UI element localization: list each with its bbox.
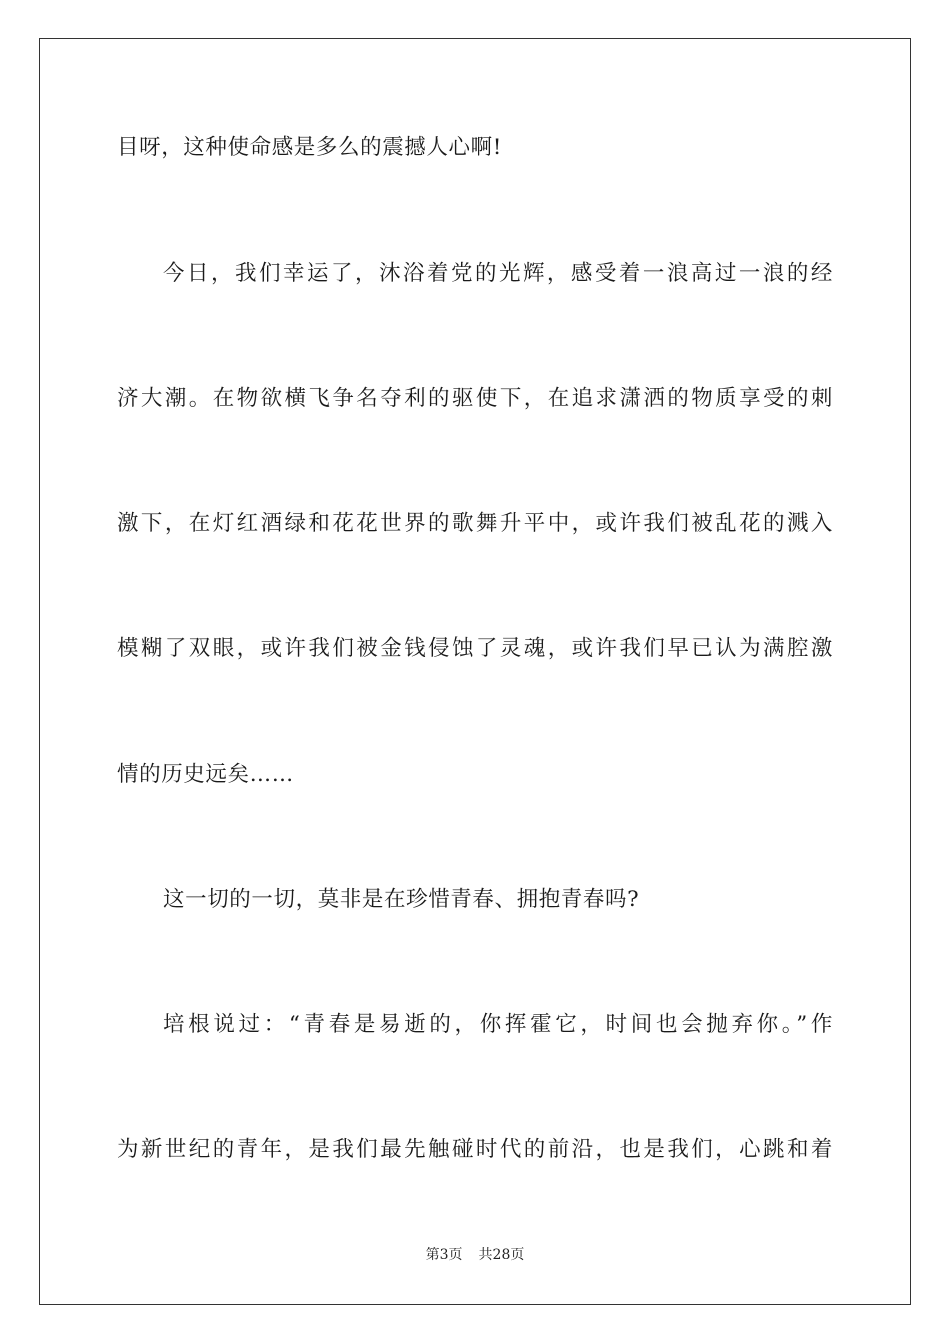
text-line-2: 今日，我们幸运了，沐浴着党的光辉，感受着一浪高过一浪的经 — [163, 261, 833, 286]
page-border — [39, 38, 911, 1305]
text-line-4: 激下，在灯红酒绿和花花世界的歌舞升平中，或许我们被乱花的溅入 — [117, 511, 833, 536]
text-line-6: 情的历史远矣…… — [117, 762, 294, 787]
page-total: 共28页 — [478, 1247, 525, 1263]
text-line-7: 这一切的一切，莫非是在珍惜青春、拥抱青春吗? — [163, 887, 640, 912]
text-line-3: 济大潮。在物欲横飞争名夺利的驱使下，在追求潇洒的物质享受的刺 — [117, 386, 833, 411]
text-line-9: 为新世纪的青年，是我们最先触碰时代的前沿，也是我们，心跳和着 — [117, 1137, 833, 1162]
text-line-5: 模糊了双眼，或许我们被金钱侵蚀了灵魂，或许我们早已认为满腔激 — [117, 636, 833, 661]
text-line-1: 目呀，这种使命感是多么的震撼人心啊! — [117, 135, 502, 160]
page-footer — [0, 1245, 950, 1265]
page-number: 第3页 — [425, 1247, 463, 1263]
text-line-8: 培根说过：“青春是易逝的，你挥霍它，时间也会抛弃你。”作 — [163, 1012, 833, 1037]
